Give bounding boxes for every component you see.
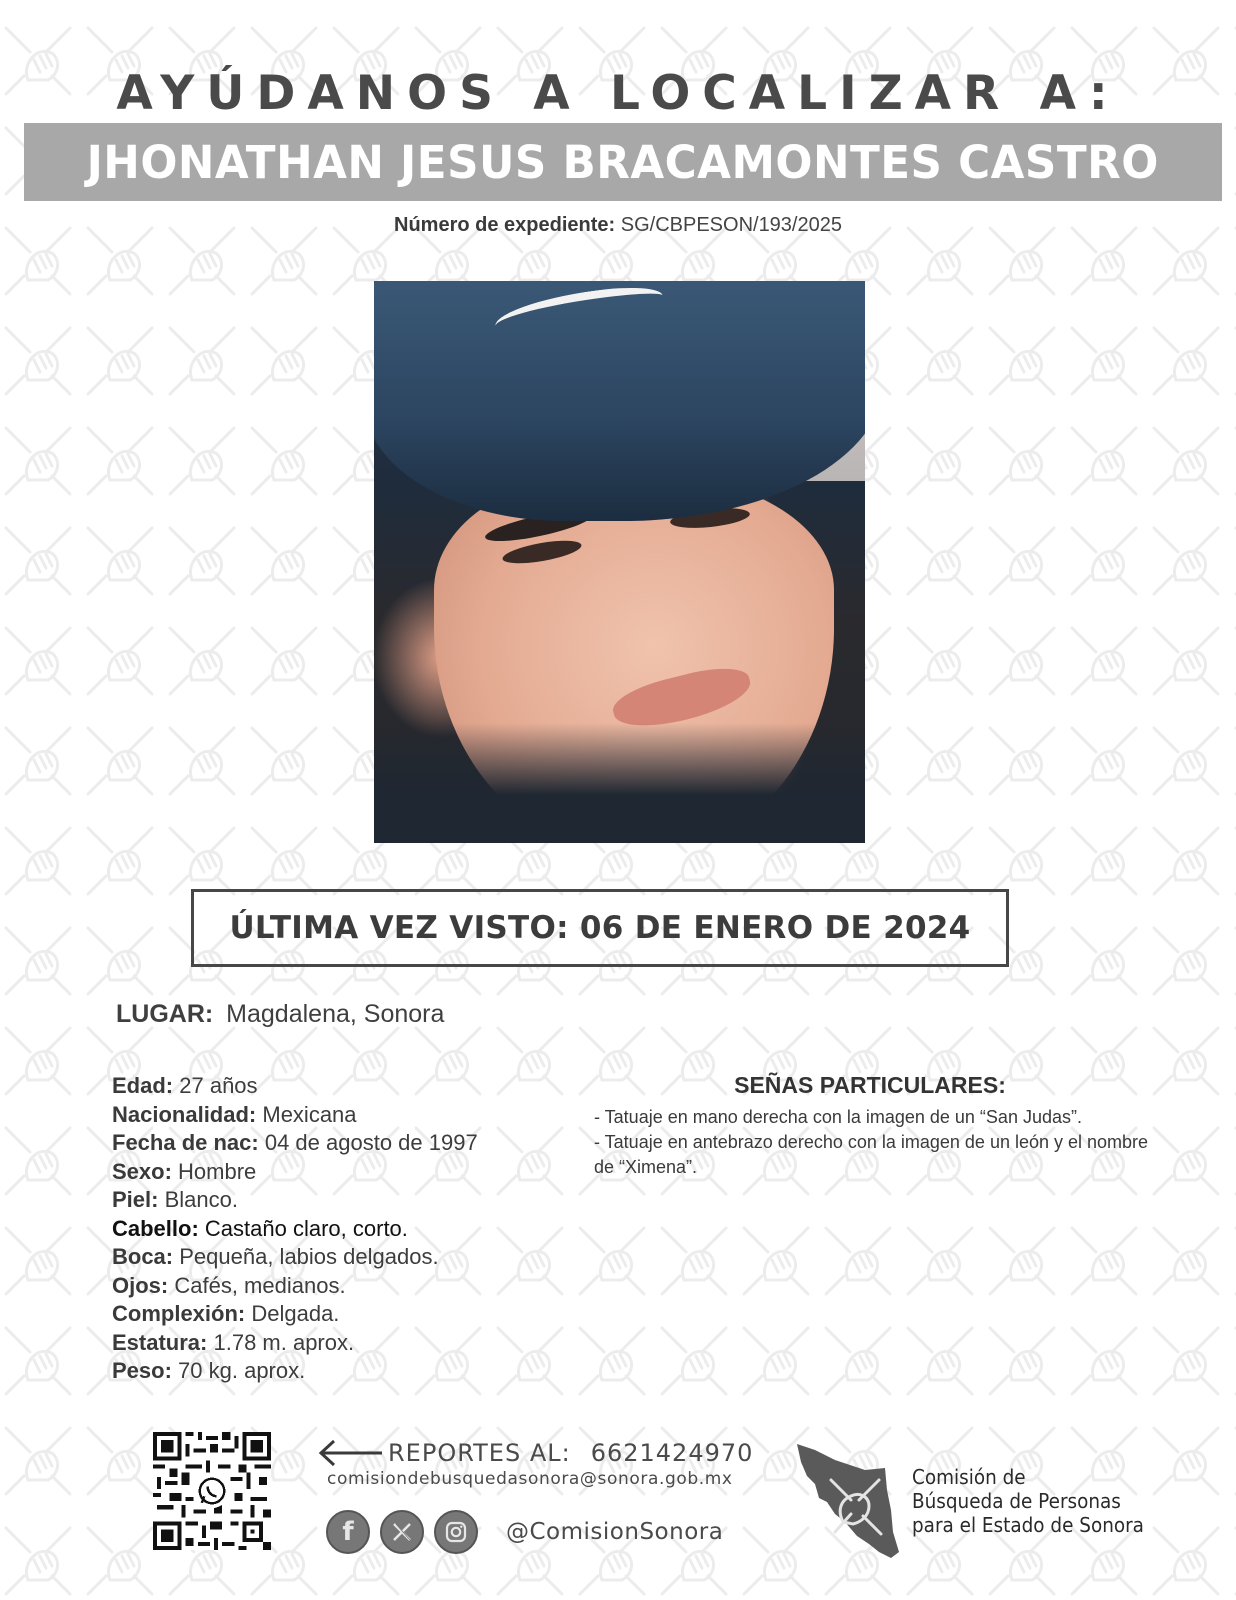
arrow-left-icon [318, 1438, 384, 1468]
instagram-icon[interactable] [434, 1510, 478, 1554]
case-number [0, 214, 1236, 237]
distinguishing-marks-list [594, 1105, 1164, 1180]
detail-eyes: Ojos: Cafés, medianos. [112, 1272, 346, 1298]
reports-line [318, 1433, 753, 1473]
social-links [326, 1510, 723, 1554]
detail-weight: Peso: 70 kg. aprox. [112, 1358, 306, 1383]
person-photo [374, 281, 865, 843]
detail-skin: Piel: Blanco. [112, 1187, 238, 1212]
last-seen-box [191, 889, 1009, 967]
commission-name: Comisión de Búsqueda de Personas para el Estado de Sonora [912, 1465, 1144, 1537]
person-name: JHONATHAN JESUS BRACAMONTES CASTRO [86, 135, 1160, 189]
location-label: LUGAR: [116, 1000, 214, 1028]
person-name-band [24, 123, 1222, 201]
detail-birthdate: Fecha de nac: 04 de agosto de 1997 [112, 1130, 478, 1155]
physical-details [112, 1072, 572, 1386]
detail-mouth: Boca: Pequeña, labios delgados. [112, 1244, 439, 1269]
mark-item: - Tatuaje en antebrazo derecho con la imagen de un león y el nombre de “Ximena”. [594, 1132, 1149, 1177]
last-seen-text: ÚLTIMA VEZ VISTO: 06 DE ENERO DE 2024 [229, 910, 971, 946]
facebook-icon[interactable]: f [326, 1510, 370, 1554]
sonora-commission-logo-icon [795, 1440, 905, 1560]
detail-height: Estatura: 1.78 m. aprox. [112, 1329, 355, 1355]
reports-phone[interactable]: 6621424970 [590, 1439, 754, 1467]
poster-heading: AYÚDANOS A LOCALIZAR A: [116, 66, 1120, 121]
detail-hair: Cabello: Castaño claro, corto. [112, 1215, 408, 1241]
detail-sex: Sexo: Hombre [112, 1158, 257, 1184]
contact-email[interactable]: comisiondebusquedasonora@sonora.gob.mx [327, 1469, 733, 1489]
whatsapp-qr-code-icon[interactable] [153, 1432, 271, 1550]
case-number-label: Número de expediente: [394, 214, 616, 236]
location-value: Magdalena, Sonora [226, 1000, 445, 1028]
distinguishing-marks-title: SEÑAS PARTICULARES: [734, 1072, 1006, 1098]
mark-item: - Tatuaje en mano derecha con la imagen de un “San Judas”. [594, 1107, 1082, 1127]
x-icon[interactable] [380, 1510, 424, 1554]
location [116, 1000, 444, 1029]
reports-label: REPORTES AL: [388, 1439, 571, 1467]
social-handle[interactable]: @ComisionSonora [506, 1519, 724, 1545]
detail-nationality: Nacionalidad: Mexicana [112, 1101, 357, 1127]
case-number-value: SG/CBPESON/193/2025 [620, 214, 842, 236]
detail-build: Complexión: Delgada. [112, 1301, 340, 1326]
detail-age: Edad: 27 años [112, 1073, 258, 1098]
